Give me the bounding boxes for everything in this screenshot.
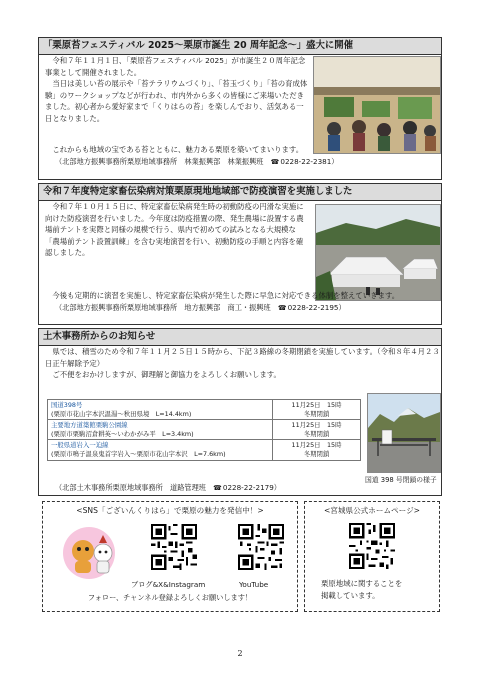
sns-title: <SNS「ございんくりはら」で栗原の魅力を発信中！> xyxy=(76,506,264,515)
sns-box xyxy=(42,501,298,612)
pref-homepage-box xyxy=(304,501,440,612)
festival-phone: 0228-22-2381） xyxy=(280,156,339,166)
festival-paragraph-1: 令和７年１１月１日、「栗原苔フェスティバル 2025」が市誕生２０周年記念事業として開催されました。 xyxy=(45,56,306,77)
roads-contact xyxy=(45,482,441,494)
festival-paragraph-3: これからも地域の宝である苔とともに、魅力ある栗原を築いてまいります。 xyxy=(52,145,304,154)
blog-label: ブログ&X&Instagram xyxy=(131,580,206,589)
route-cell xyxy=(48,440,273,460)
drill-phone: 0228-22-2195） xyxy=(287,302,346,312)
roads-title: 土木事務所からのお知らせ xyxy=(39,329,441,346)
table-row xyxy=(48,420,361,440)
festival-section xyxy=(38,37,442,180)
qr-code-icon[interactable] xyxy=(238,524,284,570)
table-row xyxy=(48,400,361,420)
pref-text-line-1: 栗原地域に関することを xyxy=(321,579,403,588)
road-desc: (栗原市鳴子温泉鬼首字岩入～栗原市花山字本沢 L=7.6km) xyxy=(51,449,226,458)
roads-body xyxy=(45,346,441,381)
roads-section xyxy=(38,328,442,496)
festival-title: 「栗原苔フェスティバル 2025～栗原市誕生 20 周年記念～」盛大に開催 xyxy=(39,38,441,55)
festival-contact-office: （北部地方振興事務所栗原地域事務所 林業振興部 林業振興班 xyxy=(55,156,264,166)
closure-cell xyxy=(273,400,361,420)
festival-photo xyxy=(313,56,441,154)
pref-text-line-2: 掲載しています。 xyxy=(321,591,380,600)
phone-icon: ☎ xyxy=(277,303,287,312)
road-photo-caption: 国道 398 号閉鎖の様子 xyxy=(365,476,437,484)
closure-status: 冬期閉鎖 xyxy=(303,429,330,438)
closure-date: 11月25日 15時 xyxy=(291,421,342,430)
closure-date: 11月25日 15時 xyxy=(291,401,342,409)
closure-cell xyxy=(273,440,361,460)
closure-status: 冬期閉鎖 xyxy=(303,449,330,458)
mascot-illustration xyxy=(59,521,129,581)
pref-title: <宮城県公式ホームページ> xyxy=(323,506,421,515)
qr-code-icon[interactable] xyxy=(349,523,395,569)
roads-phone: 0228-22-2179） xyxy=(222,483,281,492)
festival-body xyxy=(45,55,310,124)
festival-contact xyxy=(45,156,441,168)
drill-bottom xyxy=(45,290,441,314)
festival-bottom xyxy=(45,144,441,168)
road-desc: (栗原市栗駒沼倉耕英～いわかがみ平 L=3.4km) xyxy=(51,429,194,438)
closure-status: 冬期閉鎖 xyxy=(303,409,330,418)
roads-paragraph-1: 県では、積雪のため令和７年１１月２５日１５時から、下記３路線の冬期閉鎖を実施しています。（令和８年４月２３日正午解除予定） xyxy=(45,347,440,368)
roads-contact-office: （北部土木事務所栗原地域事務所 道路管理班 xyxy=(55,483,206,492)
closure-date: 11月25日 15時 xyxy=(291,441,342,450)
table-row xyxy=(48,440,361,460)
drill-contact-office: （北部地方振興事務所栗原地域事務所 地方振興部 商工・振興班 xyxy=(55,302,271,312)
roads-contact-row xyxy=(45,482,441,494)
drill-photo xyxy=(315,204,441,301)
drill-contact xyxy=(45,302,441,314)
phone-icon: ☎ xyxy=(270,157,280,166)
pref-description xyxy=(321,578,402,602)
qr-code-icon[interactable] xyxy=(151,524,197,570)
drill-paragraph-1: 令和７年１０月１５日に、特定家畜伝染病発生時の初動防疫の円滑な実施に向けた防疫演習を行いました。今年度は防疫措置の際、発生農場に設置する農場前テントを実際と同様の規模で行う、県内で初めての試みとなる大規模な「農場前テント設置訓練」を含む実地演習を行い、初動防疫の手順と内容を確認しました。 xyxy=(45,202,304,257)
sns-note: フォロー、チャンネル登録よろしくお願いします！ xyxy=(87,593,253,602)
road-name: 国道398号 xyxy=(51,401,83,409)
road-closure-table xyxy=(47,399,361,461)
road-closure-photo xyxy=(367,393,441,473)
drill-title: 令和７年度特定家畜伝染病対策栗原現地地域部で防疫演習を実施しました xyxy=(39,184,441,201)
youtube-label: YouTube xyxy=(239,580,269,589)
road-name: 一般県道岩入一迫線 xyxy=(51,441,109,450)
route-cell xyxy=(48,400,273,420)
roads-paragraph-2: ご不便をおかけしますが、御理解と御協力をよろしくお願いします。 xyxy=(52,370,281,379)
drill-paragraph-2: 今後も定期的に演習を実施し、特定家畜伝染病が発生した際に早急に対応できる体制を整えていきます。 xyxy=(52,291,400,300)
road-desc: (栗原市花山字本沢温湯～秋田県境 L=14.4km) xyxy=(51,409,192,418)
page-number: 2 xyxy=(237,649,243,658)
phone-icon: ☎ xyxy=(213,484,222,492)
closure-cell xyxy=(273,420,361,440)
route-cell xyxy=(48,420,273,440)
road-name: 主要地方道築館栗駒公園線 xyxy=(51,421,128,430)
drill-section xyxy=(38,183,442,325)
drill-body xyxy=(45,201,310,259)
festival-paragraph-2: 当日は美しい苔の展示や「苔テラリウムづくり」、「苔玉づくり」「苔の育成体験」のワークショップなどが行われ、市内外から多くの皆様にご来場いただきました。初心者から愛好家まで「くりはらの苔」を楽しんでおり、活気ある一日となりました。 xyxy=(45,79,308,123)
